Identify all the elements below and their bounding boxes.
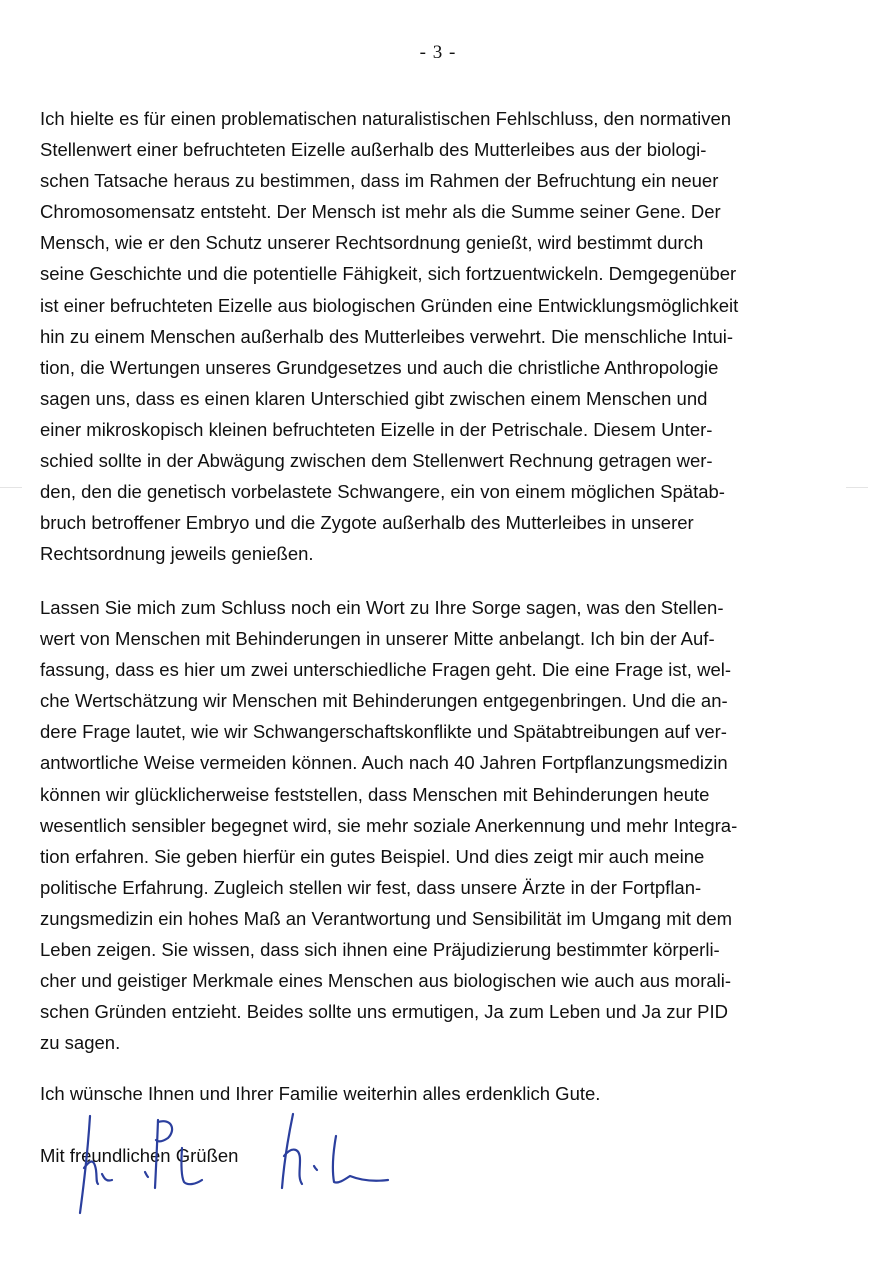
- body-paragraph-3: [40, 1078, 840, 1109]
- scan-edge-mark: [846, 487, 868, 488]
- text-line: tion erfahren. Sie geben hierfür ein gutes Beispiel. Und dies zeigt mir auch meine: [40, 845, 705, 867]
- text-line: den, den die genetisch vorbelastete Schwangere, ein von einem möglichen Spätab-: [40, 481, 725, 503]
- text-line: dere Frage lautet, wie wir Schwangerschaftskonflikte und Spätabtreibungen auf ver-: [40, 721, 727, 743]
- text-line: zungsmedizin ein hohes Maß an Verantwortung und Sensibilität im Umgang mit dem: [40, 907, 733, 929]
- text-line: tion, die Wertungen unseres Grundgesetzes und auch die christliche Anthropologie: [40, 356, 719, 378]
- text-line: che Wertschätzung wir Menschen mit Behinderungen entgegenbringen. Und die an-: [40, 690, 728, 712]
- text-line: schied sollte in der Abwägung zwischen dem Stellenwert Rechnung getragen wer-: [40, 450, 713, 472]
- text-line: seine Geschichte und die potentielle Fähigkeit, sich fortzuentwickeln. Demgegenüber: [40, 263, 737, 285]
- text-line: schen Tatsache heraus zu bestimmen, dass im Rahmen der Befruchtung ein neuer: [40, 170, 719, 192]
- closing-salutation: Mit freundlichen Grüßen: [40, 1145, 239, 1166]
- scan-edge-mark: [0, 487, 22, 488]
- text-line: Ich hielte es für einen problematischen naturalistischen Fehlschluss, den normativen: [40, 108, 732, 129]
- text-line: Stellenwert einer befruchteten Eizelle außerhalb des Mutterleibes aus der biologi-: [40, 139, 707, 161]
- text-line: antwortliche Weise vermeiden können. Auch nach 40 Jahren Fortpflanzungsmedizin: [40, 752, 728, 774]
- body-paragraph-2: [40, 592, 840, 1058]
- text-line: Mensch, wie er den Schutz unserer Rechtsordnung genießt, wird bestimmt durch: [40, 232, 704, 254]
- text-line: politische Erfahrung. Zugleich stellen wir fest, dass unsere Ärzte in der Fortpflan-: [40, 876, 702, 898]
- text-line: Leben zeigen. Sie wissen, dass sich ihnen eine Präjudizierung bestimmter körperli-: [40, 939, 720, 961]
- text-line: einer mikroskopisch kleinen befruchteten Eizelle in der Petrischale. Diesem Unter-: [40, 418, 713, 440]
- handwritten-signature: [60, 1108, 400, 1228]
- text-line: Lassen Sie mich zum Schluss noch ein Wort zu Ihre Sorge sagen, was den Stellen-: [40, 597, 724, 618]
- text-line: ist einer befruchteten Eizelle aus biologischen Gründen eine Entwicklungsmöglichkeit: [40, 294, 739, 316]
- text-line: Chromosomensatz entsteht. Der Mensch ist mehr als die Summe seiner Gene. Der: [40, 201, 721, 223]
- text-line: zu sagen.: [40, 1032, 121, 1054]
- text-line: cher und geistiger Merkmale eines Menschen aus biologischen wie auch aus morali-: [40, 970, 732, 992]
- page-number: - 3 -: [419, 42, 457, 63]
- text-line: schen Gründen entzieht. Beides sollte uns ermutigen, Ja zum Leben und Ja zur PID: [40, 1001, 728, 1023]
- text-line: wesentlich sensibler begegnet wird, sie mehr soziale Anerkennung und mehr Integra-: [40, 814, 738, 836]
- text-line: Rechtsordnung jeweils genießen.: [40, 543, 314, 565]
- text-line: hin zu einem Menschen außerhalb des Mutterleibes verwehrt. Die menschliche Intui-: [40, 325, 734, 347]
- text-line: wert von Menschen mit Behinderungen in unserer Mitte anbelangt. Ich bin der Auf-: [40, 628, 715, 650]
- text-line: können wir glücklicherweise feststellen, dass Menschen mit Behinderungen heute: [40, 783, 710, 805]
- text-line: fassung, dass es hier um zwei unterschiedliche Fragen geht. Die eine Frage ist, wel-: [40, 659, 732, 681]
- text-line: sagen uns, dass es einen klaren Unterschied gibt zwischen einem Menschen und: [40, 387, 708, 409]
- body-paragraph-1: [40, 103, 840, 569]
- text-line: Ich wünsche Ihnen und Ihrer Familie weiterhin alles erdenklich Gute.: [40, 1083, 601, 1104]
- text-line: bruch betroffener Embryo und die Zygote außerhalb des Mutterleibes in unserer: [40, 512, 694, 534]
